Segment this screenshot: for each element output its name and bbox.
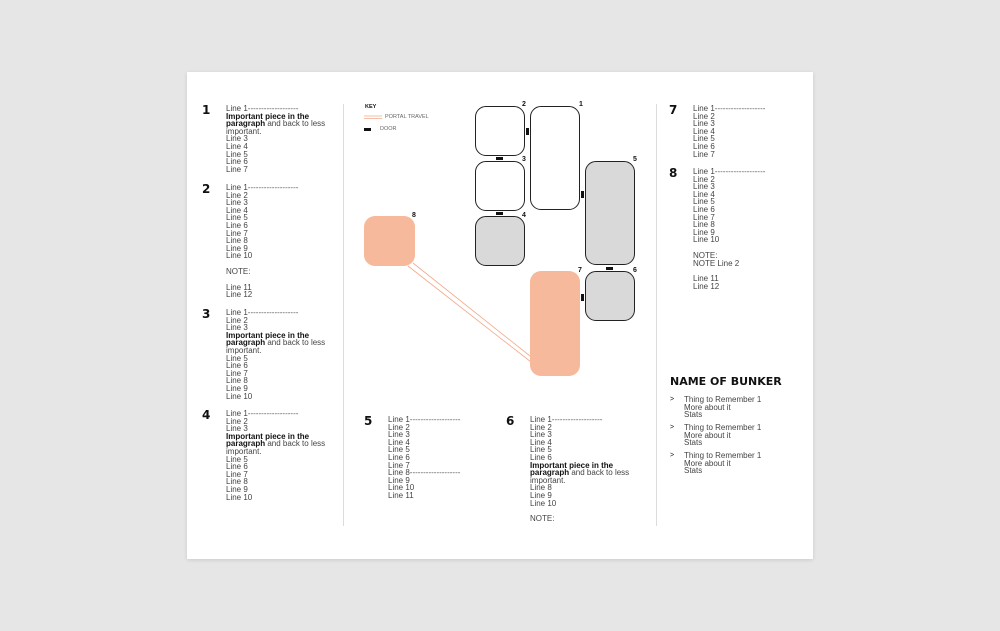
section-8-line: Line 5: [693, 197, 715, 207]
door[interactable]: [526, 128, 529, 135]
room-7-label: 7: [578, 267, 582, 274]
section-3-line: Line 10: [226, 391, 253, 401]
section-8-line: Line 12: [693, 281, 720, 291]
bunker-title: NAME OF BUNKER: [670, 375, 782, 388]
section-3-line: Line 6: [226, 361, 248, 371]
section-2-line: Line 10: [226, 251, 253, 261]
section-4-line: Line 5: [226, 454, 248, 464]
section-3-important: Important piece in the paragraph: [226, 330, 310, 348]
section-6-rest: and back to less important.: [530, 468, 630, 485]
section-4-line: Line 7: [226, 469, 248, 479]
section-5-line: Line 3: [388, 430, 410, 440]
section-2-line: Line 5: [226, 213, 248, 223]
section-7-line: Line 1 -----: [693, 105, 803, 113]
section-6-number: 6: [506, 414, 515, 428]
section-5-line: Line 7: [388, 460, 410, 470]
section-7-line: Line 7: [693, 149, 715, 159]
room-2-label: 2: [522, 101, 526, 108]
section-5-text: [388, 416, 498, 500]
section-1-line: Line 3: [226, 134, 248, 144]
section-5-line: Line 8 -----: [388, 469, 498, 477]
section-8-line: Line 2: [693, 174, 715, 184]
door[interactable]: [581, 294, 584, 301]
door[interactable]: [496, 157, 503, 160]
section-5-line: Line 2: [388, 422, 410, 432]
section-2-line: Line 7: [226, 228, 248, 238]
section-5-line: Line 9: [388, 475, 410, 485]
door[interactable]: [581, 191, 584, 198]
bunker-item-detail: More about it: [684, 430, 731, 440]
section-7-line: Line 2: [693, 111, 715, 121]
section-7-number: 7: [669, 103, 678, 117]
section-6-line: Line 4: [530, 437, 552, 447]
section-2-note: NOTE:: [226, 266, 251, 276]
section-6-line: Line 10: [530, 498, 557, 508]
section-2-line: Line 12: [226, 290, 253, 300]
section-6-line: Line 3: [530, 430, 552, 440]
room-6-label: 6: [633, 267, 637, 274]
key-portal-label: PORTAL TRAVEL: [385, 114, 429, 120]
room-2[interactable]: [475, 106, 525, 156]
bunker-item-title: Thing to Remember 1: [684, 423, 762, 432]
section-3-line: Line 3: [226, 323, 248, 333]
section-5-line: Line 4: [388, 437, 410, 447]
section-5-line: Line 1 -----: [388, 416, 498, 424]
section-6-line: Line 5: [530, 445, 552, 455]
section-1-line: Line 7: [226, 164, 248, 174]
bunker-item-stats: Stats: [684, 410, 703, 420]
section-8-line: Line 10: [693, 235, 720, 245]
section-4-number: 4: [202, 408, 211, 422]
section-1-number: 1: [202, 103, 211, 117]
section-3-line: Line 5: [226, 353, 248, 363]
bunker-sheet: [187, 72, 813, 559]
section-6-line: Line 2: [530, 422, 552, 432]
section-3-line: Line 9: [226, 383, 248, 393]
room-5-label: 5: [633, 156, 637, 163]
room-8[interactable]: [364, 216, 415, 266]
section-2-line: Line 4: [226, 205, 248, 215]
key-door-label: DOOR: [380, 126, 397, 132]
room-1[interactable]: [530, 106, 580, 210]
section-8-note: NOTE:: [693, 250, 718, 260]
bunker-item-detail: More about it: [684, 402, 731, 412]
room-6[interactable]: [585, 271, 635, 321]
section-6-text: [530, 416, 634, 531]
section-6-line: Line 9: [530, 490, 552, 500]
section-1-rest: and back to less important.: [226, 119, 326, 136]
room-7[interactable]: [530, 271, 580, 376]
section-8-number: 8: [669, 166, 678, 180]
section-2-line: Line 8: [226, 236, 248, 246]
bunker-item: [670, 396, 790, 420]
section-3-line: Line 1 -----: [226, 309, 330, 317]
section-3-line: Line 2: [226, 315, 248, 325]
section-2-number: 2: [202, 182, 211, 196]
bunker-item-detail: More about it: [684, 458, 731, 468]
section-6-note: NOTE:: [530, 514, 555, 524]
section-4-line: Line 1 -----: [226, 410, 330, 418]
section-3-rest: and back to less important.: [226, 338, 326, 355]
section-4-line: Line 9: [226, 484, 248, 494]
bunker-item-title: Thing to Remember 1: [684, 451, 762, 460]
room-4[interactable]: [475, 216, 525, 266]
section-3-line: Line 7: [226, 368, 248, 378]
section-1-line: Line 4: [226, 141, 248, 151]
key-title: KEY: [365, 104, 377, 110]
section-6-line: Line 1 -----: [530, 416, 634, 424]
section-2-line: Line 6: [226, 220, 248, 230]
section-8-line: Line 11: [693, 274, 719, 284]
section-2-line: Line 1 -----: [226, 184, 330, 192]
section-4-line: Line 8: [226, 477, 248, 487]
section-1-important: Important piece in the paragraph: [226, 111, 310, 129]
section-4-important: Important piece in the paragraph: [226, 431, 310, 449]
section-8-text: [693, 168, 803, 290]
section-7-line: Line 3: [693, 119, 715, 129]
bunker-item-stats: Stats: [684, 466, 703, 476]
section-3-line: Line 8: [226, 376, 248, 386]
section-8-line: Line 6: [693, 204, 715, 214]
bunker-item: [670, 452, 790, 476]
section-2-line: Line 11: [226, 282, 252, 292]
section-2-line: Line 9: [226, 243, 248, 253]
room-4-label: 4: [522, 212, 526, 219]
section-6-line: Line 8: [530, 483, 552, 493]
section-6-line: Line 6: [530, 452, 552, 462]
section-4-line: Line 2: [226, 416, 248, 426]
section-1-line: Line 6: [226, 157, 248, 167]
section-7-text: [693, 105, 803, 158]
arrow-icon: >: [670, 452, 675, 459]
section-8-line: Line 4: [693, 189, 715, 199]
section-8-line: Line 8: [693, 220, 715, 230]
section-5-line: Line 5: [388, 445, 410, 455]
room-1-label: 1: [579, 101, 583, 108]
bunker-item-title: Thing to Remember 1: [684, 395, 762, 404]
arrow-icon: >: [670, 396, 675, 403]
section-8-note: NOTE Line 2: [693, 258, 740, 268]
section-7-line: Line 4: [693, 126, 715, 136]
section-5-line: Line 11: [388, 490, 414, 500]
room-5[interactable]: [585, 161, 635, 265]
bunker-item-stats: Stats: [684, 438, 703, 448]
section-2-line: Line 3: [226, 198, 248, 208]
room-3-label: 3: [522, 156, 526, 163]
section-5-line: Line 10: [388, 483, 415, 493]
section-8-line: Line 3: [693, 182, 715, 192]
door[interactable]: [606, 267, 613, 270]
section-4-rest: and back to less important.: [226, 439, 326, 456]
section-1-line: Line 1 -----: [226, 105, 330, 113]
section-8-line: Line 9: [693, 227, 715, 237]
section-4-line: Line 6: [226, 462, 248, 472]
section-1-line: Line 5: [226, 149, 248, 159]
section-4-line: Line 10: [226, 492, 253, 502]
section-6-important: Important piece in the paragraph: [530, 460, 614, 478]
section-3-number: 3: [202, 307, 211, 321]
room-8-label: 8: [412, 212, 416, 219]
door[interactable]: [496, 212, 503, 215]
section-5-number: 5: [364, 414, 373, 428]
section-8-line: Line 7: [693, 212, 715, 222]
room-3[interactable]: [475, 161, 525, 211]
section-4-line: Line 3: [226, 424, 248, 434]
section-5-line: Line 6: [388, 452, 410, 462]
section-2-line: Line 2: [226, 190, 248, 200]
section-8-line: Line 1 -----: [693, 168, 803, 176]
section-7-line: Line 6: [693, 141, 715, 151]
bunker-item: [670, 424, 790, 448]
section-7-line: Line 5: [693, 134, 715, 144]
arrow-icon: >: [670, 424, 675, 431]
